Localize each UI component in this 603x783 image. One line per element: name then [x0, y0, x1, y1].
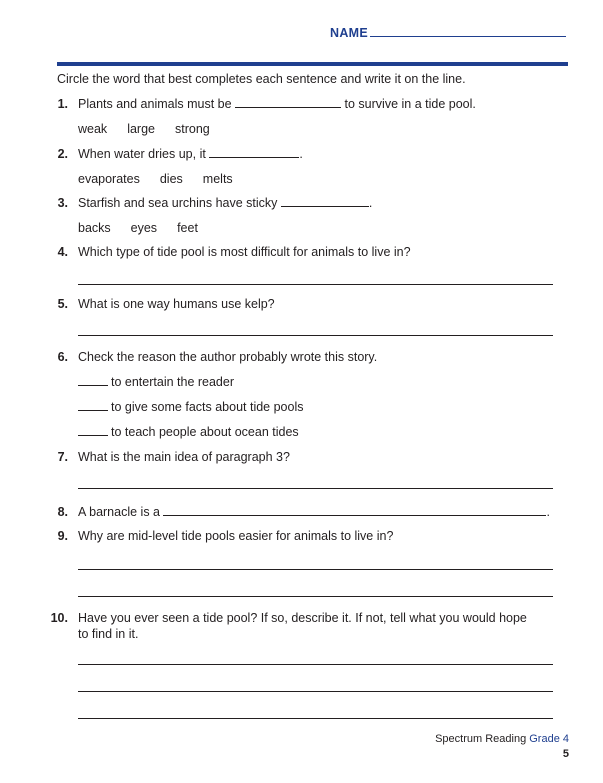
choice-dies[interactable]: dies [159, 172, 183, 186]
choice-melts[interactable]: melts [202, 172, 233, 186]
question-6-option-2-label: to give some facts about tide pools [111, 400, 304, 414]
footer-series: Spectrum Reading [435, 733, 527, 745]
choice-evaporates[interactable]: evaporates [78, 172, 140, 186]
choice-backs[interactable]: backs [78, 221, 111, 235]
question-6-check-3[interactable] [78, 425, 108, 436]
question-6-text: Check the reason the author probably wrote this story. [78, 350, 378, 364]
question-number-5: 5. [57, 297, 68, 311]
question-9-answer-line-1[interactable] [78, 569, 553, 570]
question-number-9: 9. [57, 529, 68, 543]
question-9-text: Why are mid-level tide pools easier for animals to live in? [78, 529, 394, 543]
question-1-blank[interactable] [235, 97, 341, 108]
question-3-text-before: Starfish and sea urchins have sticky [78, 196, 278, 210]
question-2-text-before: When water dries up, it [78, 147, 206, 161]
question-2-text-after: . [299, 147, 303, 161]
question-number-7: 7. [57, 450, 68, 464]
question-3-blank[interactable] [281, 196, 369, 207]
instructions: Circle the word that best completes each sentence and write it on the line. [57, 72, 466, 86]
question-3-choices [78, 221, 218, 235]
footer-grade: Grade 4 [529, 733, 569, 745]
question-1 [78, 97, 476, 111]
question-7-answer-line[interactable] [78, 488, 553, 489]
question-1-choices [78, 122, 230, 136]
header-rule [57, 62, 568, 66]
page-number: 5 [562, 748, 569, 760]
question-number-6: 6. [57, 350, 68, 364]
question-5-answer-line[interactable] [78, 335, 553, 336]
footer-credit [435, 733, 569, 745]
question-8-text-before: A barnacle is a [78, 505, 160, 519]
question-6-option-1-label: to entertain the reader [111, 375, 234, 389]
name-line[interactable] [370, 36, 566, 37]
question-7-text: What is the main idea of paragraph 3? [78, 450, 290, 464]
choice-strong[interactable]: strong [174, 122, 210, 136]
question-6-option-2 [78, 400, 303, 414]
question-5-text: What is one way humans use kelp? [78, 297, 275, 311]
question-9-answer-line-2[interactable] [78, 596, 553, 597]
name-label: NAME [330, 26, 369, 40]
question-6-check-1[interactable] [78, 375, 108, 386]
question-2-choices [78, 172, 253, 186]
question-number-1: 1. [57, 97, 68, 111]
question-1-text-after: to survive in a tide pool. [344, 97, 476, 111]
question-10-answer-line-3[interactable] [78, 718, 553, 719]
question-3 [78, 196, 372, 210]
question-8 [78, 505, 550, 519]
question-number-10: 10. [50, 611, 68, 625]
question-10-answer-line-1[interactable] [78, 664, 553, 665]
choice-weak[interactable]: weak [78, 122, 108, 136]
question-8-text-after: . [546, 505, 550, 519]
question-6-option-1 [78, 375, 234, 389]
question-4-answer-line[interactable] [78, 284, 553, 285]
question-number-8: 8. [57, 505, 68, 519]
choice-large[interactable]: large [127, 122, 155, 136]
question-number-4: 4. [57, 245, 68, 259]
question-6-option-3 [78, 425, 299, 439]
question-1-text-before: Plants and animals must be [78, 97, 232, 111]
question-number-2: 2. [57, 147, 68, 161]
choice-eyes[interactable]: eyes [130, 221, 158, 235]
question-number-3: 3. [57, 196, 68, 210]
question-6-check-2[interactable] [78, 400, 108, 411]
question-10-text-line-1: Have you ever seen a tide pool? If so, describe it. If not, tell what you would hope [78, 611, 527, 625]
question-2 [78, 147, 303, 161]
question-8-blank[interactable] [163, 505, 546, 516]
question-3-text-after: . [368, 196, 373, 210]
question-6-option-3-label: to teach people about ocean tides [111, 425, 299, 439]
question-10-answer-line-2[interactable] [78, 691, 553, 692]
question-4-text: Which type of tide pool is most difficult for animals to live in? [78, 245, 411, 259]
choice-feet[interactable]: feet [177, 221, 198, 235]
question-10-text-line-2: to find in it. [78, 627, 139, 641]
question-2-blank[interactable] [209, 147, 299, 158]
